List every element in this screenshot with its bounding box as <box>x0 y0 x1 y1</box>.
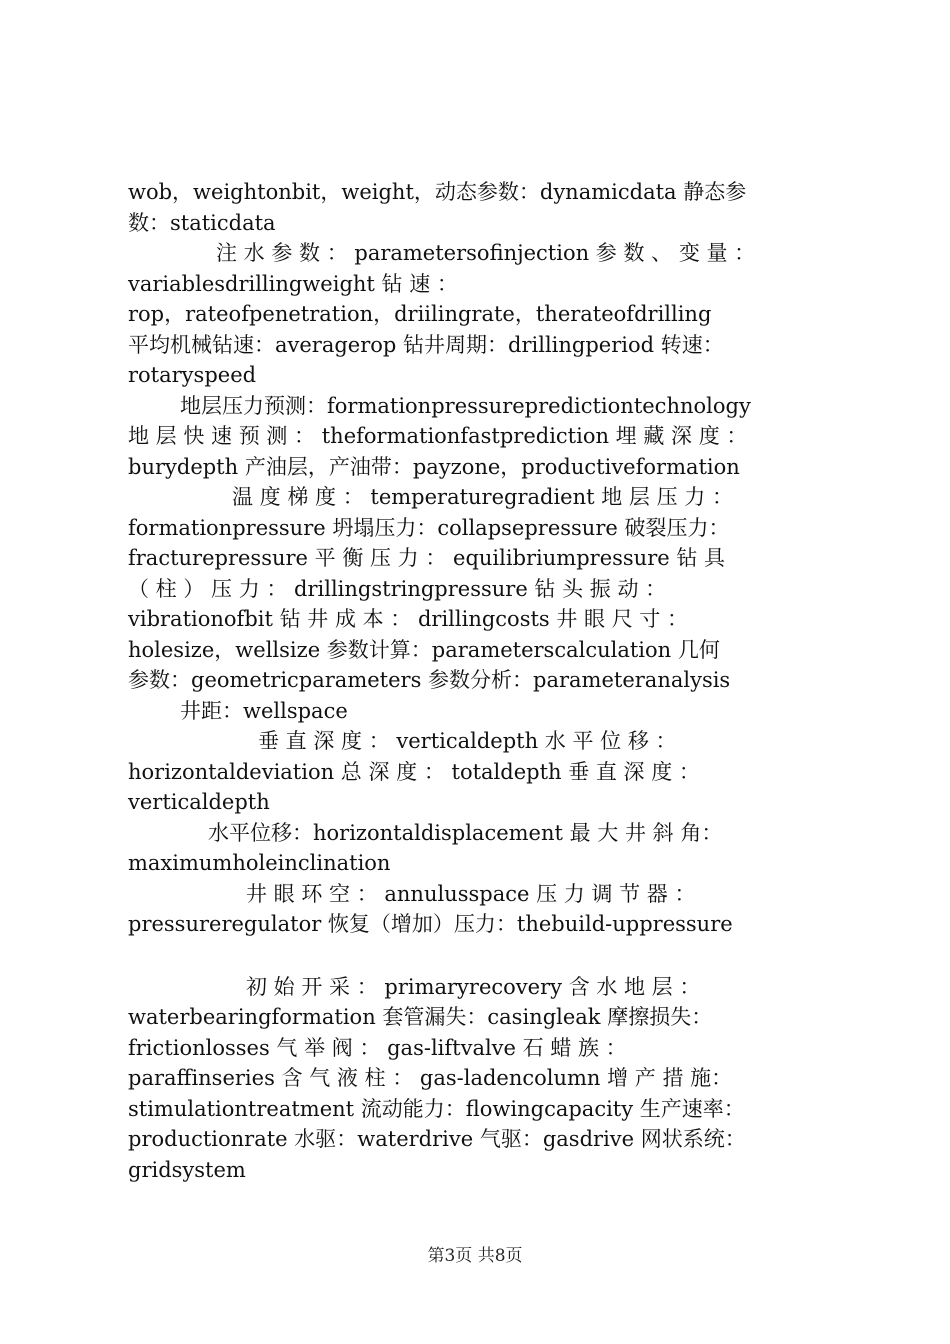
text-line: holesize，wellsize 参数计算：parameterscalculation 几何 <box>128 637 720 662</box>
text-line: productionrate 水驱：waterdrive 气驱：gasdrive 网状系统： <box>128 1127 746 1151</box>
page-footer: 第3页 共8页 <box>427 1246 523 1266</box>
text-line: gridsystem <box>128 1157 246 1182</box>
text-line: （ 柱 ） 压 力 ： drillingstringpressure 钻 头 振 动 ： <box>128 576 667 601</box>
text-line: 数：staticdata <box>128 210 276 235</box>
document-body <box>128 177 833 1185</box>
text-line: formationpressure 坍塌压力：collapsepressure 破裂压力： <box>128 515 730 540</box>
text-line: rop，rateofpenetration，driilingrate，therateofdrilling <box>128 302 712 326</box>
text-line: paraffinseries 含 气 液 柱 ： gas-ladencolumn 增 产 措 施： <box>128 1066 733 1090</box>
text-line: maximumholeinclination <box>128 851 391 875</box>
text-line: burydepth 产油层，产油带：payzone，productiveformation <box>128 454 740 479</box>
paragraph-gap <box>128 940 833 972</box>
text-line: rotaryspeed <box>128 363 257 387</box>
text-line: 垂 直 深 度 ： verticaldepth 水 平 位 移 ： <box>258 729 677 753</box>
text-line: horizontaldeviation 总 深 度 ： totaldepth 垂 直 深 度 ： <box>128 759 700 784</box>
text-line: 水平位移：horizontaldisplacement 最 大 井 斜 角： <box>208 820 723 845</box>
text-line: 井 眼 环 空 ： annulusspace 压 力 调 节 器 ： <box>246 881 696 906</box>
text-line: pressureregulator 恢复（增加）压力：thebuild-uppressure <box>128 912 733 936</box>
text-line: variablesdrillingweight 钻 速 ： <box>128 271 458 296</box>
text-line: waterbearingformation 套管漏失：casingleak 摩擦损失： <box>128 1005 713 1029</box>
text-line: 初 始 开 采 ： primaryrecovery 含 水 地 层 ： <box>246 974 701 999</box>
text-line: stimulationtreatment 流动能力：flowingcapacity 生产速率： <box>128 1096 745 1121</box>
text-line: verticaldepth <box>128 790 270 814</box>
text-line: frictionlosses 气 举 阀 ： gas-liftvalve 石 蜡 族 ： <box>128 1035 627 1060</box>
text-line: 参数：geometricparameters 参数分析：parameteranalysis <box>128 668 731 692</box>
text-line: vibrationofbit 钻 井 成 本 ： drillingcosts 井 眼 尺 寸 ： <box>128 607 689 631</box>
text-line: 温 度 梯 度 ： temperaturegradient 地 层 压 力 ： <box>232 485 733 509</box>
text-line: 注 水 参 数 ： parametersofinjection 参 数 、 变 量 ： <box>216 241 756 265</box>
text-line: wob，weightonbit，weight，动态参数：dynamicdata 静态参 <box>128 180 747 204</box>
text-line: 地层压力预测：formationpressurepredictiontechnology <box>180 393 751 418</box>
text-line: 平均机械钻速：averagerop 钻井周期：drillingperiod 转速： <box>128 332 724 357</box>
text-line: 井距：wellspace <box>180 698 348 723</box>
text-line: 地 层 快 速 预 测 ： theformationfastprediction 埋 藏 深 度 ： <box>128 424 748 448</box>
text-line: fracturepressure 平 衡 压 力 ： equilibriumpressure 钻 具 <box>128 546 726 570</box>
